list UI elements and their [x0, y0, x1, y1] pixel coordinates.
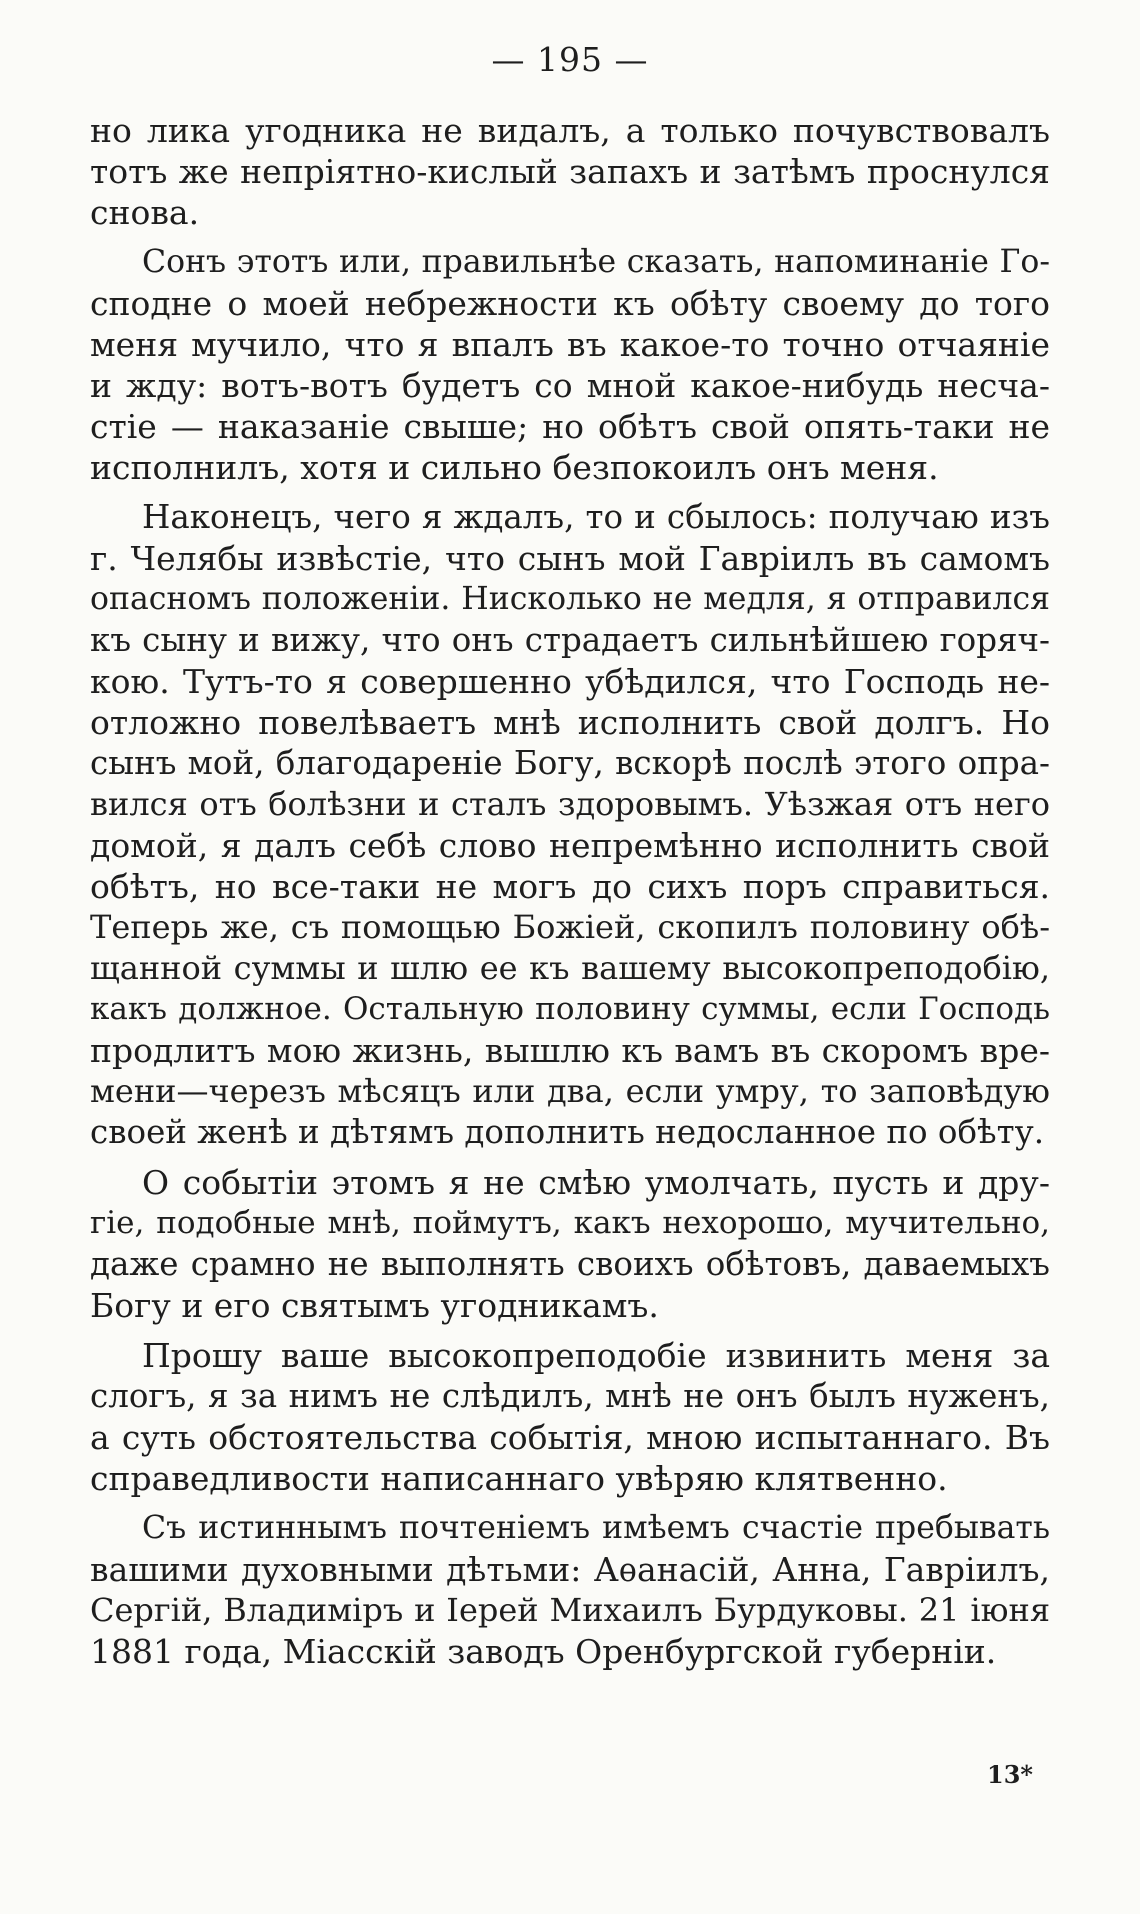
paragraph: [90, 110, 1050, 233]
text-line: г. Челябы извѣстiе, что сынъ мой Гаврiилъ въ самомъ: [90, 539, 1050, 578]
text-line: Теперь же, съ помощью Божiей, скопилъ половину обѣ-: [90, 908, 1050, 946]
text-line: меня мучило, что я впалъ въ какое-то точно отчаянiе: [90, 325, 1050, 364]
text-line: щанной суммы и шлю ее къ вашему высокопреподобiю,: [90, 949, 1050, 987]
paragraph: [90, 1508, 1050, 1672]
text-line: обѣтъ, но все-таки не могъ до сихъ поръ справиться.: [90, 867, 1050, 906]
text-line: справедливости написаннаго увѣряю клятвенно.: [90, 1459, 948, 1498]
text-line: но лика угодника не видалъ, а только почувствовалъ: [90, 111, 1050, 150]
text-line: къ сыну и вижу, что онъ страдаетъ сильнѣйшею горяч-: [90, 621, 1050, 659]
text-line: Сонъ этотъ или, правильнѣе сказать, напоминанiе Го-: [142, 244, 1050, 280]
text-line: Наконецъ, чего я ждалъ, то и сбылось: получаю изъ: [142, 498, 1050, 536]
text-line: Богу и его святымъ угодникамъ.: [90, 1286, 659, 1325]
text-line: стiе — наказанiе свыше; но обѣтъ свой опять-таки не: [90, 407, 1050, 446]
text-line: снова.: [90, 193, 200, 232]
text-line: даже срамно не выполнять своихъ обѣтовъ, даваемыхъ: [90, 1245, 1050, 1283]
text-line: Сергiй, Владимiръ и Iерей Михаилъ Бурдуковы. 21 iюня: [90, 1591, 1050, 1629]
paragraph: [90, 1335, 1050, 1499]
text-line: сынъ мой, благодаренiе Богу, вскорѣ послѣ этого опра-: [90, 744, 1050, 782]
text-line: Прошу ваше высокопреподобiе извинить меня за: [142, 1336, 1050, 1375]
text-line: продлитъ мою жизнь, вышлю къ вамъ въ скоромъ вре-: [90, 1031, 1050, 1070]
text-line: вашими духовными дѣтьми: Аѳанасiй, Анна, Гаврiилъ,: [90, 1550, 1050, 1589]
text-line: О событiи этомъ я не смѣю умолчать, пусть и дру-: [142, 1163, 1050, 1202]
text-line: слогъ, я за нимъ не слѣдилъ, мнѣ не онъ былъ нуженъ,: [90, 1377, 1050, 1415]
text-line: мени—черезъ мѣсяцъ или два, если умру, то заповѣдую: [90, 1072, 1050, 1110]
text-line: кою. Тутъ-то я совершенно убѣдился, что Господь не-: [90, 662, 1050, 701]
text-line: 1881 года, Мiасскiй заводъ Оренбургской губернiи.: [90, 1632, 997, 1671]
text-line: Съ истиннымъ почтенiемъ имѣемъ счастiе пребывать: [142, 1510, 1050, 1546]
text-line: опасномъ положенiи. Нисколько не медля, я отправился: [90, 581, 1050, 617]
paragraph: [90, 497, 1050, 1153]
text-line: какъ должное. Остальную половину суммы, если Господь: [90, 991, 1050, 1027]
text-line: и жду: вотъ-вотъ будетъ со мной какое-нибудь несча-: [90, 366, 1050, 405]
text-line: тотъ же непрiятно-кислый запахъ и затѣмъ проснулся: [90, 152, 1050, 191]
text-line: отложно повелѣваетъ мнѣ исполнить свой долгъ. Но: [90, 703, 1050, 742]
text-line: вился отъ болѣзни и сталъ здоровымъ. Уѣзжая отъ него: [90, 785, 1050, 823]
page-number: — 195 —: [491, 40, 649, 79]
body-text: [90, 110, 1050, 1672]
text-line: а суть обстоятельства событiя, мною испытаннаго. Въ: [90, 1418, 1050, 1457]
text-line: исполнилъ, хотя и сильно безпокоилъ онъ меня.: [90, 448, 939, 487]
paragraph: [90, 242, 1050, 488]
text-line: сподне о моей небрежности къ обѣту своему до того: [90, 284, 1050, 323]
text-line: гiе, подобные мнѣ, поймутъ, какъ нехорошо, мучительно,: [90, 1205, 1050, 1241]
signature-mark: 13*: [987, 1760, 1033, 1789]
paragraph: [90, 1162, 1050, 1326]
text-line: своей женѣ и дѣтямъ дополнить недосланное по обѣту.: [90, 1113, 1045, 1151]
text-line: домой, я далъ себѣ слово непремѣнно исполнить свой: [90, 826, 1050, 865]
